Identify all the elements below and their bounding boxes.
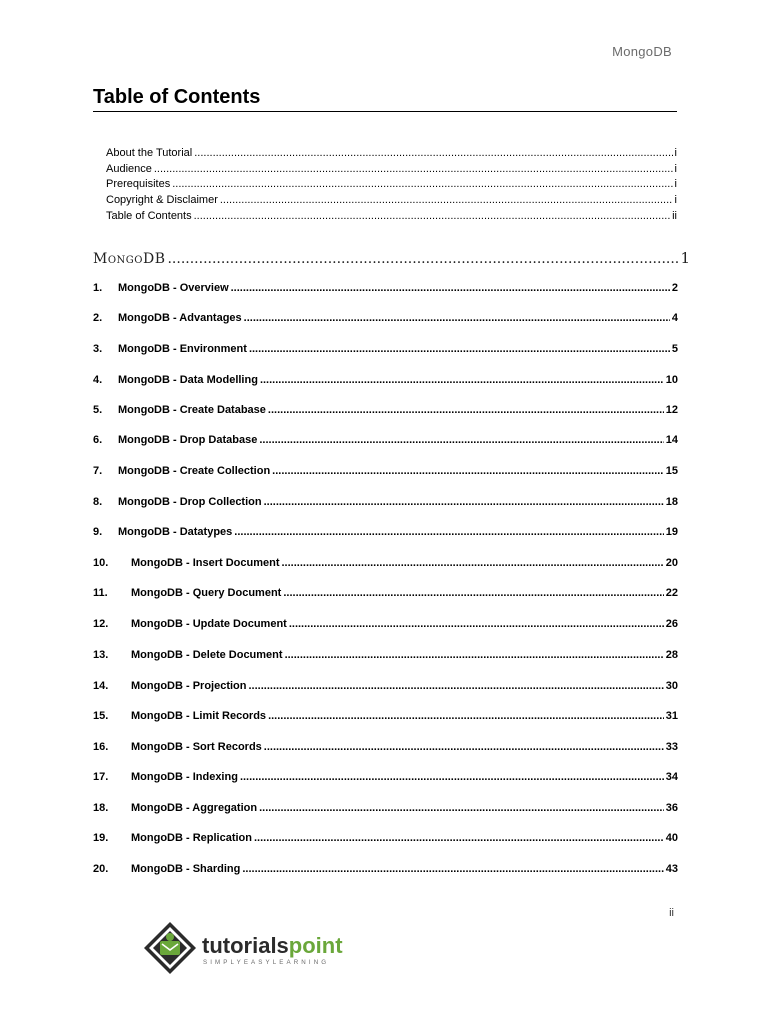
toc-entry[interactable]: [93, 464, 678, 478]
toc-entry-number: 16.: [93, 741, 109, 753]
logo-tagline: SIMPLYEASYLEARNING: [203, 959, 330, 966]
toc-entry-number: 8.: [93, 496, 103, 508]
toc-entry-page: 18: [665, 496, 678, 508]
dot-leader: [259, 433, 663, 447]
dot-leader: [234, 525, 663, 539]
dot-leader: [172, 177, 672, 191]
toc-entry-title: MongoDB - Datatypes: [118, 526, 233, 538]
dot-leader: [268, 403, 664, 417]
toc-entry-title: MongoDB - Replication: [131, 832, 252, 844]
toc-entry-page: 43: [665, 863, 678, 875]
toc-entry-page: 4: [671, 312, 678, 324]
toc-entry-number: 9.: [93, 526, 103, 538]
toc-entry[interactable]: [93, 586, 678, 600]
dot-leader: [242, 862, 663, 876]
toc-entry-page: 12: [665, 404, 678, 416]
toc-entry-title: Prerequisites: [106, 178, 171, 190]
toc-entry-number: 4.: [93, 374, 103, 386]
page-title: Table of Contents: [93, 86, 261, 108]
toc-entry-page: 31: [665, 710, 678, 722]
toc-entry-number: 12.: [93, 618, 109, 630]
toc-entry-title: MongoDB - Indexing: [131, 771, 238, 783]
dot-leader: [283, 586, 663, 600]
running-header: MongoDB: [612, 44, 672, 59]
toc-entry-number: 10.: [93, 557, 109, 569]
logo-wordmark-right: point: [288, 933, 343, 958]
chapter-title: MongoDB: [93, 251, 166, 267]
toc-intro-entry[interactable]: [106, 177, 677, 191]
toc-entry-title: MongoDB - Update Document: [131, 618, 287, 630]
dot-leader: [220, 193, 673, 207]
toc-entry-number: 3.: [93, 343, 103, 355]
toc-entry-title: MongoDB - Query Document: [131, 587, 282, 599]
toc-entry[interactable]: [93, 342, 678, 356]
dot-leader: [154, 162, 673, 176]
dot-leader: [285, 648, 664, 662]
toc-entry-number: 19.: [93, 832, 109, 844]
toc-entry-number: 17.: [93, 771, 109, 783]
toc-entry-number: 7.: [93, 465, 103, 477]
toc-entry[interactable]: [93, 770, 678, 784]
toc-entry[interactable]: [93, 281, 678, 295]
toc-entry-page: 15: [665, 465, 678, 477]
toc-entry-title: MongoDB - Drop Database: [118, 434, 258, 446]
toc-entry-title: MongoDB - Delete Document: [131, 649, 283, 661]
toc-intro-entry[interactable]: [106, 193, 677, 207]
toc-intro-entry[interactable]: [106, 146, 677, 160]
toc-entry-page: i: [674, 178, 677, 190]
toc-entry-page: i: [674, 194, 677, 206]
toc-entry-title: MongoDB - Overview: [118, 282, 229, 294]
toc-entry-title: MongoDB - Insert Document: [131, 557, 280, 569]
toc-entry-page: ii: [672, 210, 677, 222]
toc-entry-title: MongoDB - Sharding: [131, 863, 241, 875]
tutorialspoint-logo: [140, 920, 380, 976]
toc-entry-page: 40: [665, 832, 678, 844]
logo-book-shape: [160, 941, 180, 955]
toc-entry-number: 14.: [93, 680, 109, 692]
toc-entry-page: 30: [665, 680, 678, 692]
toc-intro-entry[interactable]: [106, 162, 677, 176]
toc-entry[interactable]: [93, 862, 678, 876]
toc-entry-title: MongoDB - Drop Collection: [118, 496, 262, 508]
toc-entry-page: 20: [665, 557, 678, 569]
logo-wordmark: [202, 933, 343, 958]
toc-entry-page: 33: [665, 741, 678, 753]
toc-entry-page: 19: [665, 526, 678, 538]
toc-entry[interactable]: [93, 495, 678, 509]
toc-entry[interactable]: [93, 648, 678, 662]
logo-person-head: [166, 933, 174, 941]
toc-entry-page: 10: [665, 374, 678, 386]
footer-page-number: ii: [669, 907, 674, 919]
toc-entry-title: MongoDB - Create Database: [118, 404, 266, 416]
toc-entry[interactable]: [93, 831, 678, 845]
dot-leader: [264, 740, 664, 754]
toc-entry-page: 34: [665, 771, 678, 783]
dot-leader: [254, 831, 664, 845]
toc-entry-page: 22: [665, 587, 678, 599]
toc-entry-number: 13.: [93, 649, 109, 661]
dot-leader: [167, 250, 678, 267]
toc-entry[interactable]: [93, 617, 678, 631]
toc-entry-number: 11.: [93, 587, 108, 599]
toc-entry-page: i: [674, 163, 677, 175]
toc-entry-number: 2.: [93, 312, 103, 324]
toc-entry-title: MongoDB - Sort Records: [131, 741, 262, 753]
toc-entry[interactable]: [93, 433, 678, 447]
toc-entry-number: 6.: [93, 434, 103, 446]
toc-entry-title: Table of Contents: [106, 210, 192, 222]
toc-intro-entry[interactable]: [106, 209, 677, 223]
toc-entry-number: 1.: [93, 282, 103, 294]
dot-leader: [249, 342, 670, 356]
toc-entry[interactable]: [93, 403, 678, 417]
logo-wordmark-left: tutorials: [202, 933, 289, 958]
toc-entry[interactable]: [93, 709, 678, 723]
dot-leader: [272, 464, 664, 478]
toc-entry[interactable]: [93, 740, 678, 754]
toc-entry-page: 28: [665, 649, 678, 661]
dot-leader: [268, 709, 664, 723]
toc-entry[interactable]: [93, 373, 678, 387]
dot-leader: [244, 311, 670, 325]
toc-entry-title: MongoDB - Limit Records: [131, 710, 267, 722]
toc-entry-title: MongoDB - Create Collection: [118, 465, 271, 477]
toc-chapter-heading[interactable]: [93, 249, 690, 267]
dot-leader: [194, 209, 670, 223]
toc-entry-number: 15.: [93, 710, 109, 722]
toc-entry[interactable]: [93, 556, 678, 570]
dot-leader: [249, 679, 664, 693]
toc-entry-title: Copyright & Disclaimer: [106, 194, 218, 206]
toc-entry-title: About the Tutorial: [106, 147, 193, 159]
dot-leader: [264, 495, 664, 509]
toc-entry-page: i: [674, 147, 677, 159]
toc-entry[interactable]: [93, 311, 678, 325]
logo-diamond-icon: [144, 922, 196, 974]
toc-entry-number: 18.: [93, 802, 109, 814]
toc-entry[interactable]: [93, 679, 678, 693]
toc-entry-page: 26: [665, 618, 678, 630]
dot-leader: [240, 770, 664, 784]
toc-entry-number: 5.: [93, 404, 103, 416]
toc-entry-title: Audience: [106, 163, 152, 175]
toc-entry-title: MongoDB - Advantages: [118, 312, 242, 324]
toc-entry-title: MongoDB - Environment: [118, 343, 247, 355]
toc-entry-page: 5: [671, 343, 678, 355]
toc-entry-number: 20.: [93, 863, 109, 875]
dot-leader: [194, 146, 672, 160]
chapter-page: 1: [680, 249, 690, 267]
toc-entry-title: MongoDB - Projection: [131, 680, 247, 692]
toc-entry-page: 2: [671, 282, 678, 294]
toc-entry-page: 36: [665, 802, 678, 814]
title-rule: [93, 111, 677, 112]
dot-leader: [282, 556, 664, 570]
dot-leader: [289, 617, 664, 631]
dot-leader: [260, 373, 664, 387]
toc-entry[interactable]: [93, 801, 678, 815]
dot-leader: [231, 281, 670, 295]
toc-entry-title: MongoDB - Aggregation: [131, 802, 258, 814]
toc-entry-page: 14: [665, 434, 678, 446]
toc-entry[interactable]: [93, 525, 678, 539]
toc-entry-title: MongoDB - Data Modelling: [118, 374, 258, 386]
dot-leader: [259, 801, 664, 815]
